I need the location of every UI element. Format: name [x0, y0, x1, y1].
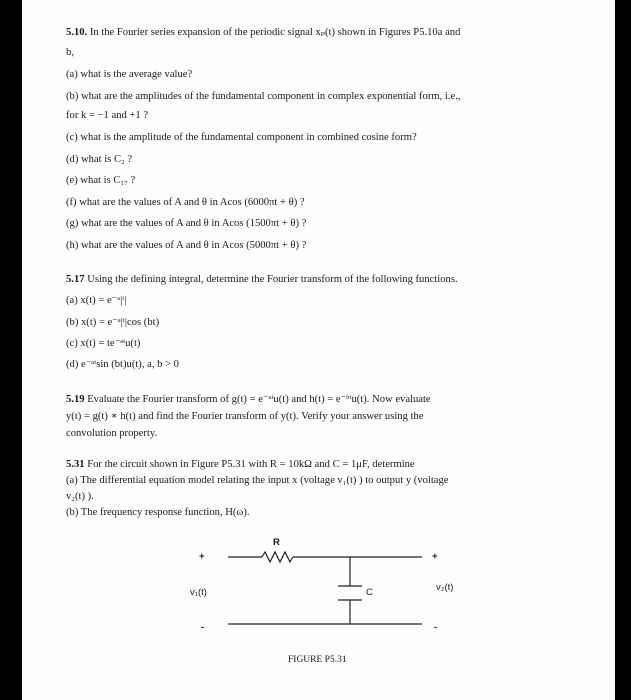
problem-5-10-item: (a) what is the average value?	[66, 69, 193, 80]
problem-5-31-line: v₂(t) ).	[66, 491, 94, 502]
resistor-symbol	[262, 552, 293, 562]
problem-5-17-item: (c) x(t) = te⁻ᵃᵗu(t)	[66, 338, 141, 349]
problem-5-10-item: (g) what are the values of A and θ in Acos (1500πt + θ) ?	[66, 218, 307, 229]
problem-5-17-item: (d) e⁻ᵃᵗsin (bt)u(t), a, b > 0	[66, 359, 179, 370]
problem-5-19-line: 5.19 Evaluate the Fourier transform of g(t) = e⁻ᵃᵗu(t) and h(t) = e⁻ᵇᵗu(t). Now evaluate	[66, 394, 431, 405]
output-plus-sign: +	[432, 551, 438, 562]
problem-5-17-item: (b) x(t) = e⁻ᵃ|ᵗ|cos (bt)	[66, 317, 160, 328]
problem-5-10-item: (e) what is C₁₇ ?	[66, 175, 136, 186]
input-minus-sign: -	[201, 622, 205, 633]
capacitor-label: C	[366, 587, 373, 598]
resistor-label: R	[273, 537, 280, 548]
problem-5-10-intro-cont: b,	[66, 47, 74, 58]
input-plus-sign: +	[199, 551, 205, 562]
problem-5-31-line: (a) The differential equation model relating the input x (voltage v₁(t) ) to output y (voltage	[66, 475, 449, 486]
figure-caption: FIGURE P5.31	[288, 655, 347, 665]
problem-5-10-intro: 5.10. In the Fourier series expansion of the periodic signal xₚ(t) shown in Figures P5.10a and	[66, 27, 461, 38]
problem-5-17-item: (a) x(t) = e⁻ᵃ|ᵗ|	[66, 295, 127, 306]
problem-5-17-intro: 5.17 Using the defining integral, determine the Fourier transform of the following functions.	[66, 274, 458, 285]
problem-5-31-line: 5.31 For the circuit shown in Figure P5.31 with R = 10kΩ and C = 1μF, determine	[66, 459, 415, 470]
problem-5-31-line: (b) The frequency response function, H(ω).	[66, 507, 250, 518]
input-voltage-label: v₁(t)	[190, 587, 207, 598]
problem-5-19-line: y(t) = g(t) ∗ h(t) and find the Fourier transform of y(t). Verify your answer using the	[66, 411, 424, 422]
problem-5-10-item: (b) what are the amplitudes of the fundamental component in complex exponential form, i.e.,	[66, 91, 461, 102]
problem-5-10-item: (d) what is C₂ ?	[66, 154, 133, 165]
problem-5-19-line: convolution property.	[66, 428, 158, 439]
problem-5-10-item: (f) what are the values of A and θ in Acos (6000πt + θ) ?	[66, 197, 305, 208]
problem-5-10-item: for k = −1 and +1 ?	[66, 110, 149, 121]
output-minus-sign: -	[434, 622, 438, 633]
problem-5-10-item: (c) what is the amplitude of the fundamental component in combined cosine form?	[66, 132, 417, 143]
problem-5-10-item: (h) what are the values of A and θ in Acos (5000πt + θ) ?	[66, 240, 307, 251]
output-voltage-label: v₂(t)	[436, 582, 454, 593]
